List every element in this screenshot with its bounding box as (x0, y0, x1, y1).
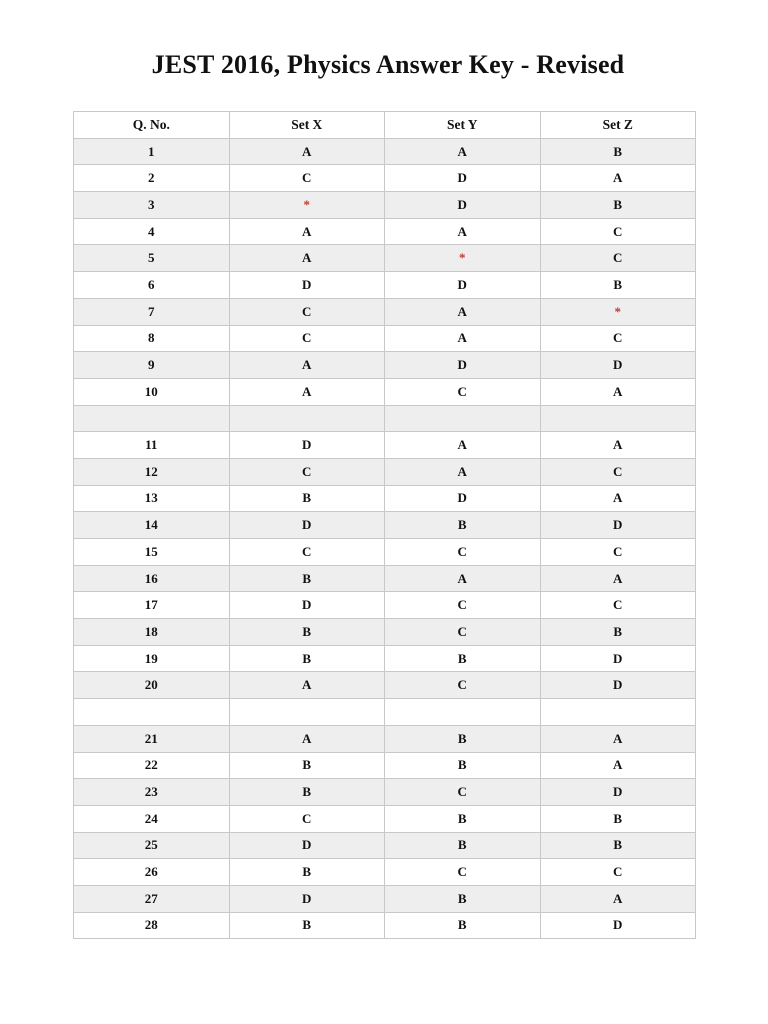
set-x-cell: A (229, 672, 385, 699)
set-x-cell: A (229, 352, 385, 379)
question-number-cell: 8 (74, 325, 230, 352)
table-row (74, 485, 696, 512)
table-row (74, 752, 696, 779)
table-row (74, 805, 696, 832)
question-number-cell: 28 (74, 912, 230, 939)
set-y-cell: D (385, 165, 541, 192)
table-row (74, 619, 696, 646)
set-x-cell: D (229, 432, 385, 459)
question-number-cell: 9 (74, 352, 230, 379)
question-number-cell: 24 (74, 805, 230, 832)
set-x-cell: D (229, 832, 385, 859)
set-z-cell: A (540, 725, 696, 752)
question-number-cell: 16 (74, 565, 230, 592)
set-y-cell: D (385, 485, 541, 512)
set-y-cell: * (385, 245, 541, 272)
question-number-cell: 18 (74, 619, 230, 646)
set-x-cell: B (229, 645, 385, 672)
question-number-cell: 23 (74, 779, 230, 806)
set-z-cell: B (540, 138, 696, 165)
set-y-cell: B (385, 645, 541, 672)
answer-key-table (73, 111, 696, 939)
page-title: JEST 2016, Physics Answer Key - Revised (151, 50, 625, 79)
set-z-cell: B (540, 832, 696, 859)
table-row (74, 352, 696, 379)
set-z-cell: D (540, 512, 696, 539)
set-x-cell: A (229, 725, 385, 752)
set-x-cell: B (229, 859, 385, 886)
question-number-cell: 20 (74, 672, 230, 699)
set-y-cell: A (385, 432, 541, 459)
table-row (74, 458, 696, 485)
set-y-cell: D (385, 272, 541, 299)
set-y-cell: B (385, 805, 541, 832)
set-z-cell: D (540, 645, 696, 672)
set-z-cell: A (540, 432, 696, 459)
set-y-cell: B (385, 832, 541, 859)
set-z-cell: B (540, 192, 696, 219)
table-row (74, 512, 696, 539)
set-x-cell (229, 405, 385, 432)
set-y-cell: A (385, 458, 541, 485)
set-x-cell: D (229, 272, 385, 299)
set-y-cell: C (385, 378, 541, 405)
question-number-cell: 21 (74, 725, 230, 752)
table-row (74, 405, 696, 432)
table-row (74, 725, 696, 752)
set-z-cell: D (540, 912, 696, 939)
set-z-cell: D (540, 672, 696, 699)
header-question-number: Q. No. (74, 112, 230, 139)
set-y-cell: B (385, 512, 541, 539)
set-x-cell (229, 699, 385, 726)
question-number-cell: 11 (74, 432, 230, 459)
table-row (74, 378, 696, 405)
set-y-cell: C (385, 779, 541, 806)
set-x-cell: C (229, 325, 385, 352)
question-number-cell: 10 (74, 378, 230, 405)
set-y-cell: D (385, 352, 541, 379)
table-row (74, 165, 696, 192)
set-y-cell: A (385, 138, 541, 165)
set-z-cell: C (540, 859, 696, 886)
set-z-cell: A (540, 885, 696, 912)
set-x-cell: * (229, 192, 385, 219)
set-z-cell: C (540, 592, 696, 619)
table-row (74, 272, 696, 299)
set-y-cell: C (385, 539, 541, 566)
set-x-cell: C (229, 805, 385, 832)
set-y-cell: D (385, 192, 541, 219)
set-y-cell: A (385, 325, 541, 352)
table-row (74, 138, 696, 165)
question-number-cell: 5 (74, 245, 230, 272)
set-x-cell: A (229, 138, 385, 165)
question-number-cell: 7 (74, 298, 230, 325)
table-row (74, 245, 696, 272)
question-number-cell: 14 (74, 512, 230, 539)
question-number-cell: 2 (74, 165, 230, 192)
question-number-cell (74, 405, 230, 432)
set-x-cell: D (229, 885, 385, 912)
set-z-cell: A (540, 752, 696, 779)
set-x-cell: B (229, 619, 385, 646)
set-x-cell: A (229, 218, 385, 245)
set-z-cell: C (540, 539, 696, 566)
set-y-cell (385, 699, 541, 726)
question-number-cell: 13 (74, 485, 230, 512)
set-x-cell: C (229, 298, 385, 325)
question-number-cell: 26 (74, 859, 230, 886)
set-z-cell (540, 405, 696, 432)
set-z-cell (540, 699, 696, 726)
table-header-row (74, 112, 696, 139)
set-y-cell: A (385, 565, 541, 592)
question-number-cell: 27 (74, 885, 230, 912)
table-row (74, 699, 696, 726)
table-row (74, 565, 696, 592)
set-z-cell: A (540, 485, 696, 512)
question-number-cell: 12 (74, 458, 230, 485)
table-row (74, 859, 696, 886)
table-row (74, 325, 696, 352)
question-number-cell: 3 (74, 192, 230, 219)
table-row (74, 539, 696, 566)
set-x-cell: B (229, 485, 385, 512)
table-row (74, 779, 696, 806)
set-z-cell: C (540, 458, 696, 485)
table-row (74, 912, 696, 939)
set-z-cell: A (540, 565, 696, 592)
set-z-cell: B (540, 272, 696, 299)
header-set-z: Set Z (540, 112, 696, 139)
set-z-cell: A (540, 165, 696, 192)
set-y-cell: B (385, 912, 541, 939)
set-y-cell: B (385, 752, 541, 779)
question-number-cell: 6 (74, 272, 230, 299)
table-row (74, 218, 696, 245)
set-y-cell: B (385, 885, 541, 912)
table-row (74, 832, 696, 859)
set-x-cell: D (229, 512, 385, 539)
question-number-cell: 4 (74, 218, 230, 245)
set-x-cell: B (229, 912, 385, 939)
set-y-cell: C (385, 619, 541, 646)
table-row (74, 885, 696, 912)
set-x-cell: A (229, 245, 385, 272)
set-y-cell: B (385, 725, 541, 752)
set-y-cell: A (385, 298, 541, 325)
question-number-cell: 22 (74, 752, 230, 779)
header-set-x: Set X (229, 112, 385, 139)
set-z-cell: D (540, 779, 696, 806)
set-x-cell: B (229, 779, 385, 806)
set-z-cell: D (540, 352, 696, 379)
table-row (74, 298, 696, 325)
table-row (74, 645, 696, 672)
set-x-cell: C (229, 165, 385, 192)
table-row (74, 432, 696, 459)
set-z-cell: C (540, 325, 696, 352)
header-set-y: Set Y (385, 112, 541, 139)
table-row (74, 192, 696, 219)
table-row (74, 592, 696, 619)
question-number-cell (74, 699, 230, 726)
set-z-cell: * (540, 298, 696, 325)
set-z-cell: C (540, 245, 696, 272)
set-x-cell: B (229, 752, 385, 779)
set-y-cell: C (385, 859, 541, 886)
question-number-cell: 19 (74, 645, 230, 672)
set-x-cell: C (229, 458, 385, 485)
answer-table-body (74, 138, 696, 939)
set-z-cell: B (540, 619, 696, 646)
question-number-cell: 1 (74, 138, 230, 165)
set-y-cell: C (385, 672, 541, 699)
set-y-cell (385, 405, 541, 432)
set-x-cell: B (229, 565, 385, 592)
set-z-cell: B (540, 805, 696, 832)
table-row (74, 672, 696, 699)
set-z-cell: A (540, 378, 696, 405)
set-x-cell: A (229, 378, 385, 405)
set-y-cell: A (385, 218, 541, 245)
question-number-cell: 25 (74, 832, 230, 859)
set-x-cell: C (229, 539, 385, 566)
set-x-cell: D (229, 592, 385, 619)
question-number-cell: 15 (74, 539, 230, 566)
set-z-cell: C (540, 218, 696, 245)
question-number-cell: 17 (74, 592, 230, 619)
set-y-cell: C (385, 592, 541, 619)
